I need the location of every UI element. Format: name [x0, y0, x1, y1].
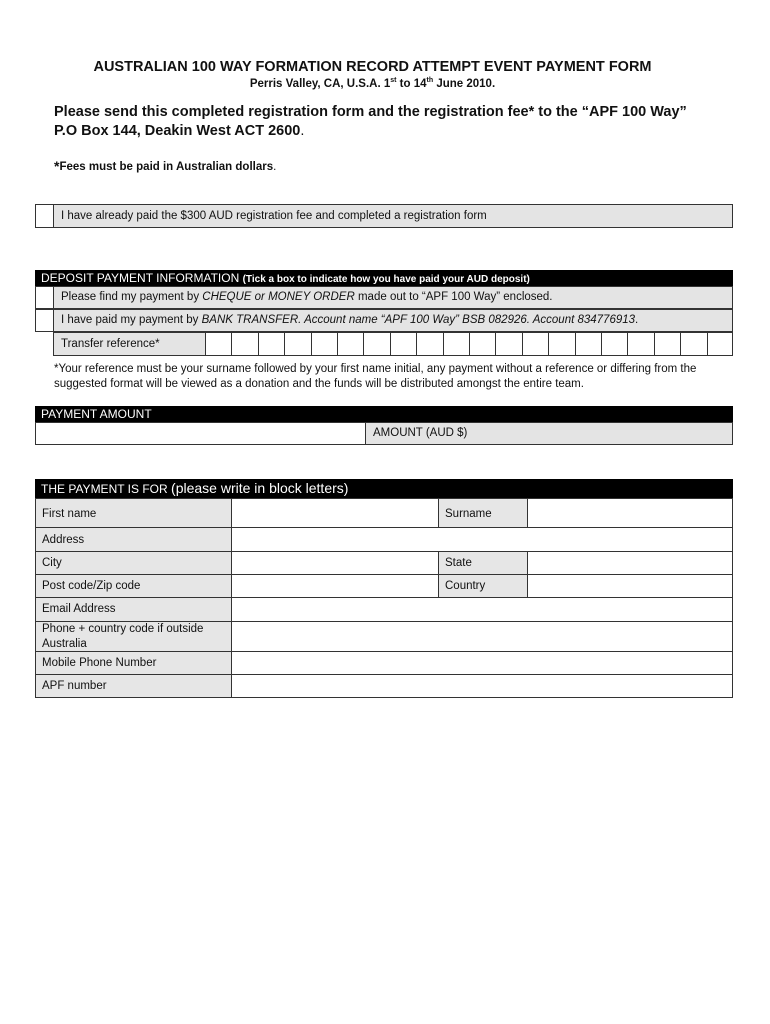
transfer-reference-char-box[interactable] [680, 332, 681, 356]
postcode-label: Post code/Zip code [35, 574, 232, 598]
phone-input[interactable] [231, 621, 733, 652]
mobile-label: Mobile Phone Number [35, 651, 232, 675]
transfer-reference-char-box[interactable] [284, 332, 285, 356]
transfer-reference-char-box[interactable] [231, 332, 232, 356]
payment-amount-heading: PAYMENT AMOUNT [35, 406, 733, 422]
transfer-reference-char-box[interactable] [337, 332, 338, 356]
state-label: State [438, 551, 528, 575]
email-label: Email Address [35, 597, 232, 622]
transfer-reference-char-box[interactable] [522, 332, 523, 356]
address-label: Address [35, 527, 232, 552]
apf-number-input[interactable] [231, 674, 733, 698]
email-input[interactable] [231, 597, 733, 622]
bank-transfer-label: I have paid my payment by BANK TRANSFER. Account name “APF 100 Way” BSB 082926. Account 834776913. [53, 309, 733, 332]
transfer-reference-char-box[interactable] [575, 332, 576, 356]
apf-number-label: APF number [35, 674, 232, 698]
country-label: Country [438, 574, 528, 598]
transfer-reference-char-box[interactable] [416, 332, 417, 356]
already-paid-checkbox[interactable] [35, 204, 54, 228]
transfer-reference-label: Transfer reference* [53, 332, 206, 356]
reference-note: *Your reference must be your surname followed by your first name initial, any payment without a reference or differing from the suggested format will be viewed as a donation and the funds will be distributed amongst the entire team. [54, 363, 697, 390]
cheque-label: Please find my payment by CHEQUE or MONEY ORDER made out to “APF 100 Way” enclosed. [53, 286, 733, 309]
surname-label: Surname [438, 498, 528, 528]
transfer-reference-char-box[interactable] [390, 332, 391, 356]
bank-transfer-checkbox[interactable] [35, 309, 54, 332]
transfer-reference-char-box[interactable] [258, 332, 259, 356]
state-input[interactable] [527, 551, 733, 575]
amount-label: AMOUNT (AUD $) [365, 422, 733, 445]
deposit-heading: DEPOSIT PAYMENT INFORMATION (Tick a box to indicate how you have paid your AUD deposit) [35, 270, 733, 286]
mobile-input[interactable] [231, 651, 733, 675]
phone-label: Phone + country code if outside Australia [35, 621, 232, 652]
transfer-reference-char-box[interactable] [363, 332, 364, 356]
cheque-checkbox[interactable] [35, 286, 54, 309]
form-title: AUSTRALIAN 100 WAY FORMATION RECORD ATTEMPT EVENT PAYMENT FORM [93, 59, 652, 75]
first-name-label: First name [35, 498, 232, 528]
send-instructions: Please send this completed registration form and the registration fee* to the “APF 100 Way” P.O Box 144, Deakin West ACT 2600. [54, 104, 687, 139]
country-input[interactable] [527, 574, 733, 598]
transfer-reference-char-box[interactable] [469, 332, 470, 356]
payment-for-heading: THE PAYMENT IS FOR (please write in block letters) [35, 479, 733, 498]
city-input[interactable] [231, 551, 439, 575]
address-input[interactable] [231, 527, 733, 552]
amount-input[interactable] [35, 422, 366, 445]
surname-input[interactable] [527, 498, 733, 528]
transfer-reference-char-box[interactable] [495, 332, 496, 356]
transfer-reference-char-box[interactable] [601, 332, 602, 356]
first-name-input[interactable] [231, 498, 439, 528]
fees-note: *Fees must be paid in Australian dollars. [54, 158, 277, 174]
city-label: City [35, 551, 232, 575]
transfer-reference-char-box[interactable] [311, 332, 312, 356]
transfer-reference-char-box[interactable] [443, 332, 444, 356]
already-paid-label: I have already paid the $300 AUD registration fee and completed a registration form [53, 204, 733, 228]
transfer-reference-char-box[interactable] [548, 332, 549, 356]
transfer-reference-char-box[interactable] [627, 332, 628, 356]
transfer-reference-char-box[interactable] [654, 332, 655, 356]
postcode-input[interactable] [231, 574, 439, 598]
transfer-reference-char-box[interactable] [707, 332, 708, 356]
form-subtitle: Perris Valley, CA, U.S.A. 1st to 14th June 2010. [249, 77, 496, 90]
